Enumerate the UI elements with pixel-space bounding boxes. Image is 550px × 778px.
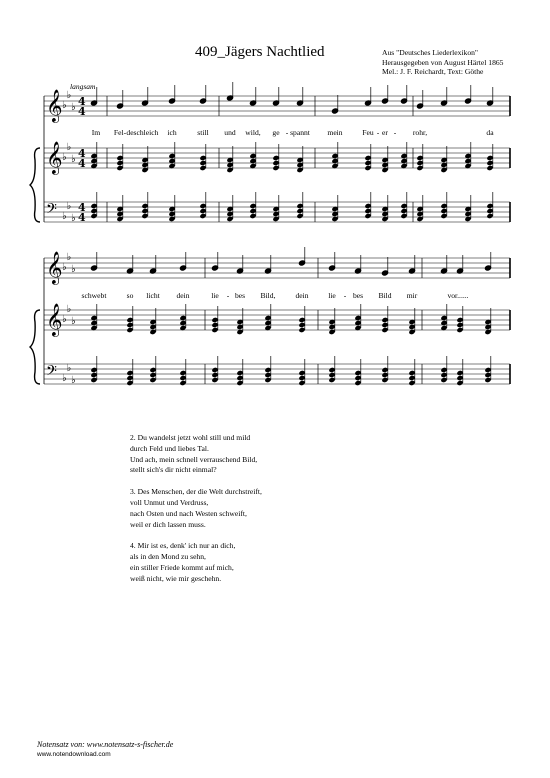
flat-sign-icon: ♭ <box>66 142 72 153</box>
lyric-syllable: ich <box>167 128 177 137</box>
bass-clef-icon: 𝄢 <box>46 201 57 221</box>
lyric-syllable: Bild, <box>260 291 276 300</box>
time-signature-digit: 4 <box>78 105 86 118</box>
verse-line: ein stiller Friede kommt auf mich, <box>130 562 234 572</box>
lyric-syllable: Feu <box>362 128 374 137</box>
flat-sign-icon: ♭ <box>71 102 76 113</box>
flat-sign-icon: ♭ <box>66 304 72 315</box>
lyric-syllable: still <box>197 128 209 137</box>
tempo-marking: langsam <box>70 82 96 91</box>
treble-clef-icon: 𝄞 <box>46 89 63 122</box>
piano-brace-icon <box>30 148 40 222</box>
flat-sign-icon: ♭ <box>71 154 76 165</box>
treble-clef-icon: 𝄞 <box>46 251 63 284</box>
lyric-syllable: ge <box>272 128 280 137</box>
lyric-syllable: lie <box>211 291 219 300</box>
lyric-syllable: Bild <box>378 291 392 300</box>
source-line: Aus "Deutsches Liederlexikon" <box>382 48 479 57</box>
lyric-syllable: Fel- <box>113 128 127 137</box>
lyric-syllable: bes <box>234 291 246 300</box>
verse-line: stellt sich's dir nicht einmal? <box>130 465 217 475</box>
flat-sign-icon: ♭ <box>62 314 67 325</box>
verse-line: durch Feld und liebes Tal. <box>130 443 209 453</box>
lyric-syllable: - <box>343 291 347 300</box>
time-signature-digit: 4 <box>78 95 86 108</box>
time-signature-digit: 4 <box>78 157 86 170</box>
lyric-syllable: und <box>224 128 236 137</box>
lyric-syllable: schwebt <box>81 291 107 300</box>
lyric-syllable: schleich <box>133 128 159 137</box>
time-signature-digit: 4 <box>78 147 86 160</box>
verse-line: voll Unmut und Verdruss, <box>130 497 209 507</box>
treble-clef-icon: 𝄞 <box>46 141 63 174</box>
flat-sign-icon: ♭ <box>62 100 67 111</box>
song-title: 409_Jägers Nachtlied <box>195 44 325 60</box>
lyric-syllable: lie <box>328 291 336 300</box>
verse-line: nach Osten und nach Westen schweift, <box>130 508 247 518</box>
flat-sign-icon: ♭ <box>71 316 76 327</box>
flat-sign-icon: ♭ <box>62 152 67 163</box>
lyric-syllable: mein <box>327 128 343 137</box>
flat-sign-icon: ♭ <box>62 262 67 273</box>
lyric-syllable: - <box>285 128 289 137</box>
time-signature-digit: 4 <box>78 201 86 214</box>
verse-4 <box>130 541 262 584</box>
lyric-syllable: rohr, <box>412 128 428 137</box>
flat-sign-icon: ♭ <box>66 201 72 212</box>
verse-3 <box>130 487 262 530</box>
flat-sign-icon: ♭ <box>62 373 67 384</box>
typesetting-credit: Notensatz von: www.notensatz-s-fischer.de <box>37 740 174 749</box>
verse-2 <box>130 433 262 476</box>
lyric-syllable: vor...... <box>447 291 469 300</box>
lyric-syllable: da <box>486 128 494 137</box>
lyric-syllable: bes <box>352 291 364 300</box>
flat-sign-icon: ♭ <box>62 211 67 222</box>
lyric-syllable: er <box>382 128 388 137</box>
verse-line: 3. Des Menschen, der die Welt durchstreift, <box>130 487 262 497</box>
verse-line: als in den Mond zu sehn, <box>130 552 206 562</box>
treble-clef-icon: 𝄞 <box>46 303 63 336</box>
lyric-syllable: wild, <box>245 128 261 137</box>
footer <box>37 740 173 760</box>
bass-clef-icon: 𝄢 <box>46 363 57 383</box>
lyric-syllable: so <box>126 291 134 300</box>
verse-line: 2. Du wandelst jetzt wohl still und mild <box>130 433 251 442</box>
flat-sign-icon: ♭ <box>66 90 72 101</box>
time-signature-digit: 4 <box>78 211 86 224</box>
flat-sign-icon: ♭ <box>71 375 76 386</box>
lyric-syllable: - <box>393 128 397 137</box>
flat-sign-icon: ♭ <box>71 213 76 224</box>
source-line: Mel.: J. F. Reichardt, Text: Göthe <box>382 67 484 77</box>
verse-line: weil er dich lassen muss. <box>130 519 206 529</box>
lyric-syllable: dein <box>295 291 309 300</box>
flat-sign-icon: ♭ <box>66 363 72 374</box>
website-link[interactable]: www.notendownload.com <box>37 751 111 758</box>
lyric-syllable: spannt <box>290 128 310 137</box>
flat-sign-icon: ♭ <box>71 264 76 275</box>
lyric-syllable: licht <box>146 291 160 300</box>
verse-line: 4. Mir ist es, denk' ich nur an dich, <box>130 541 236 551</box>
flat-sign-icon: ♭ <box>66 252 72 263</box>
piano-brace-icon <box>30 310 40 384</box>
lyric-syllable: dein <box>176 291 190 300</box>
source-line: Herausgegeben von August Härtel 1865 <box>382 57 504 67</box>
verses-block <box>130 433 262 596</box>
lyric-syllable: - <box>376 128 380 137</box>
verse-line: weiß nicht, wie mir geschehn. <box>130 573 222 583</box>
verse-line: Und ach, mein schnell verrauschend Bild, <box>130 454 258 464</box>
lyric-syllable: - <box>226 291 230 300</box>
lyric-syllable: de <box>126 128 134 137</box>
lyric-syllable: mir <box>406 291 418 300</box>
lyric-syllable: Im <box>91 128 101 137</box>
